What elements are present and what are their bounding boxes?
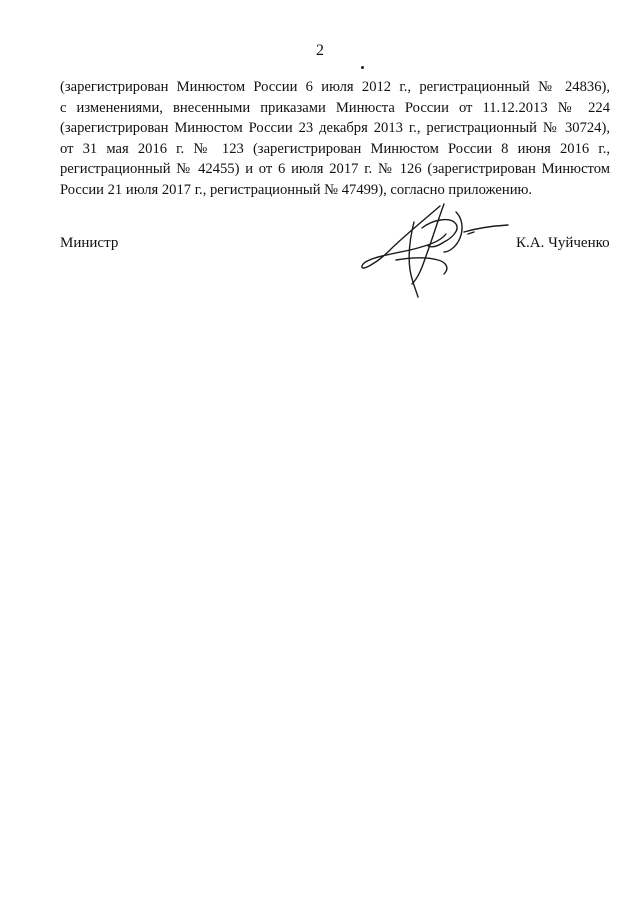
signature-stroke [464, 225, 508, 232]
signature-stroke [396, 258, 447, 274]
signature-stroke [444, 212, 462, 252]
body-line: регистрационный № 42455) и от 6 июля 2017 г. № 126 (зарегистрирован Минюстом [60, 161, 610, 178]
signature-stroke [468, 232, 474, 234]
body-paragraph [60, 77, 610, 201]
body-line: с изменениями, внесенными приказами Минюста России от 11.12.2013 № 224 [60, 99, 610, 116]
signature-stroke [409, 222, 418, 297]
signer-title: Министр [60, 235, 119, 251]
body-line: от 31 мая 2016 г. № 123 (зарегистрирован Минюстом России 8 июня 2016 г., [60, 140, 610, 157]
body-line: (зарегистрирован Минюстом России 23 декабря 2013 г., регистрационный № 30724), [60, 120, 610, 137]
body-line: России 21 июля 2017 г., регистрационный № 47499), согласно приложению. [60, 181, 533, 198]
handwritten-signature [352, 198, 514, 300]
scan-speck [361, 66, 364, 69]
page-number: 2 [316, 42, 324, 59]
signer-name: К.А. Чуйченко [516, 235, 610, 251]
signature-stroke [422, 220, 457, 247]
body-line: (зарегистрирован Минюстом России 6 июля 2012 г., регистрационный № 24836), [60, 79, 610, 95]
